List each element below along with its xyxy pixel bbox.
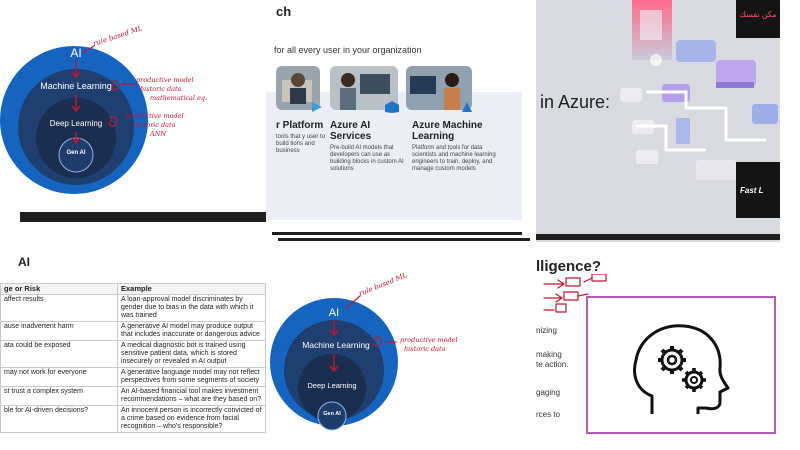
ai-label: AI bbox=[328, 307, 340, 319]
cell-example: An innocent person is incorrectly convicted of a crime based on evidence from facial recognition – who's responsible? bbox=[118, 406, 266, 433]
slide-bottom-bar bbox=[20, 212, 266, 222]
ink-note-ml-1: productive model bbox=[136, 76, 194, 84]
cell-example: A loan-approval model discriminates by gender due to bias in the data with which it was trained bbox=[118, 295, 266, 322]
list-item: rces to bbox=[536, 410, 561, 419]
slide-top-bar bbox=[278, 238, 530, 241]
slide-thumbnail-in-azure[interactable] bbox=[536, 0, 780, 242]
slide-heading: lligence? bbox=[536, 258, 602, 275]
ink-note-outer: rule based ML bbox=[92, 24, 144, 48]
table-row bbox=[1, 387, 266, 406]
dl-label: Deep Learning bbox=[49, 119, 103, 128]
slide-thumbnail-ai-circles-2[interactable] bbox=[268, 238, 530, 450]
ink-note-ml-2: historic data bbox=[404, 345, 446, 353]
ml-label: Machine Learning bbox=[40, 81, 112, 91]
head-gears-icon bbox=[588, 298, 774, 432]
slide-heading: AI bbox=[18, 255, 30, 269]
card-title: Azure Machine Learning bbox=[412, 120, 483, 142]
table-row bbox=[1, 406, 266, 433]
slide-bottom-bar bbox=[536, 234, 780, 240]
ink-note-outer: rule based ML bbox=[357, 271, 409, 298]
slide-heading: in Azure: bbox=[540, 92, 611, 112]
dl-label: Deep Learning bbox=[307, 381, 357, 390]
col-header-risk: ge or Risk bbox=[1, 284, 118, 295]
slide-thumbnail-intelligence[interactable] bbox=[536, 248, 780, 450]
card-power-platform bbox=[276, 120, 328, 155]
machine-learning-icon bbox=[460, 100, 474, 114]
col-header-example: Example bbox=[118, 284, 266, 295]
table-row bbox=[1, 322, 266, 341]
card-desc: tools that y user to build tions and business bbox=[276, 134, 326, 154]
ink-note-dl-2: historic data bbox=[134, 121, 176, 129]
risk-table bbox=[0, 283, 266, 433]
cell-risk: affect results bbox=[1, 295, 118, 322]
brand-logo-text: Fast L bbox=[740, 186, 764, 195]
table-row bbox=[1, 341, 266, 368]
ink-note-ml-3: mathematical eq. bbox=[150, 94, 208, 102]
card-title: Azure AI Services bbox=[330, 120, 372, 142]
ai-nested-circles-diagram bbox=[0, 0, 266, 225]
brand-badge bbox=[736, 0, 780, 38]
card-title: r Platform bbox=[276, 120, 324, 131]
image-frame bbox=[586, 296, 776, 434]
list-item: nizing bbox=[536, 326, 557, 335]
brand-logo bbox=[736, 162, 780, 218]
slide-thumbnail-ai-risks[interactable] bbox=[0, 245, 268, 450]
card-desc: Platform and tools for data scientists and machine learning engineers to train, deploy, and manage custom models bbox=[412, 145, 496, 172]
ai-services-icon bbox=[384, 100, 400, 114]
list-item: making bbox=[536, 350, 562, 359]
cell-example: A medical diagnostic bot is trained using sensitive patient data, which is stored insecurely or revealed in AI output bbox=[118, 341, 266, 368]
ml-label: Machine Learning bbox=[302, 340, 370, 350]
table-header-row bbox=[1, 284, 266, 295]
cell-risk: ause inadvertent harm bbox=[1, 322, 118, 341]
slide-subtitle: for all every user in your organization bbox=[274, 45, 422, 55]
gen-ai-label: Gen AI bbox=[66, 150, 86, 156]
cell-risk: ble for AI-driven decisions? bbox=[1, 406, 118, 433]
list-item: gaging bbox=[536, 388, 561, 397]
cell-risk: st trust a complex system bbox=[1, 387, 118, 406]
ink-note-ml-1: productive model bbox=[400, 336, 458, 344]
ai-nested-circles-diagram bbox=[268, 238, 530, 450]
cell-risk: may not work for everyone bbox=[1, 368, 118, 387]
power-platform-icon bbox=[310, 100, 324, 114]
card-machine-learning bbox=[412, 120, 502, 173]
cell-example: A generative language model may not reflect perspectives from some segments of society bbox=[118, 368, 266, 387]
cell-risk: ata could be exposed bbox=[1, 341, 118, 368]
brand-badge-text: مكن نفسك bbox=[739, 10, 777, 19]
ink-note-dl-3: ANN bbox=[150, 130, 167, 138]
risk-table-wrap bbox=[0, 283, 266, 433]
table-row bbox=[1, 368, 266, 387]
gen-ai-label: Gen AI bbox=[323, 411, 341, 417]
slide-bottom-bar bbox=[272, 232, 522, 235]
ink-note-dl-1: productive model bbox=[126, 112, 184, 120]
table-row bbox=[1, 295, 266, 322]
ink-note-ml-2: historic data bbox=[140, 85, 182, 93]
slide-thumbnail-azure-products[interactable] bbox=[266, 0, 528, 240]
slide-thumbnail-ai-circles[interactable] bbox=[0, 0, 266, 225]
slide-heading: ch bbox=[276, 4, 292, 19]
list-item: te action. bbox=[536, 360, 569, 369]
ai-label: AI bbox=[70, 46, 82, 60]
cell-example: An AI-based financial tool makes investment recommendations – what are they based on? bbox=[118, 387, 266, 406]
cell-example: A generative AI model may produce output that includes inaccurate or dangerous advice bbox=[118, 322, 266, 341]
card-desc: Pre-build AI models that developers can use as building blocks in custom AI solutions bbox=[330, 145, 404, 172]
card-ai-services bbox=[330, 120, 406, 173]
